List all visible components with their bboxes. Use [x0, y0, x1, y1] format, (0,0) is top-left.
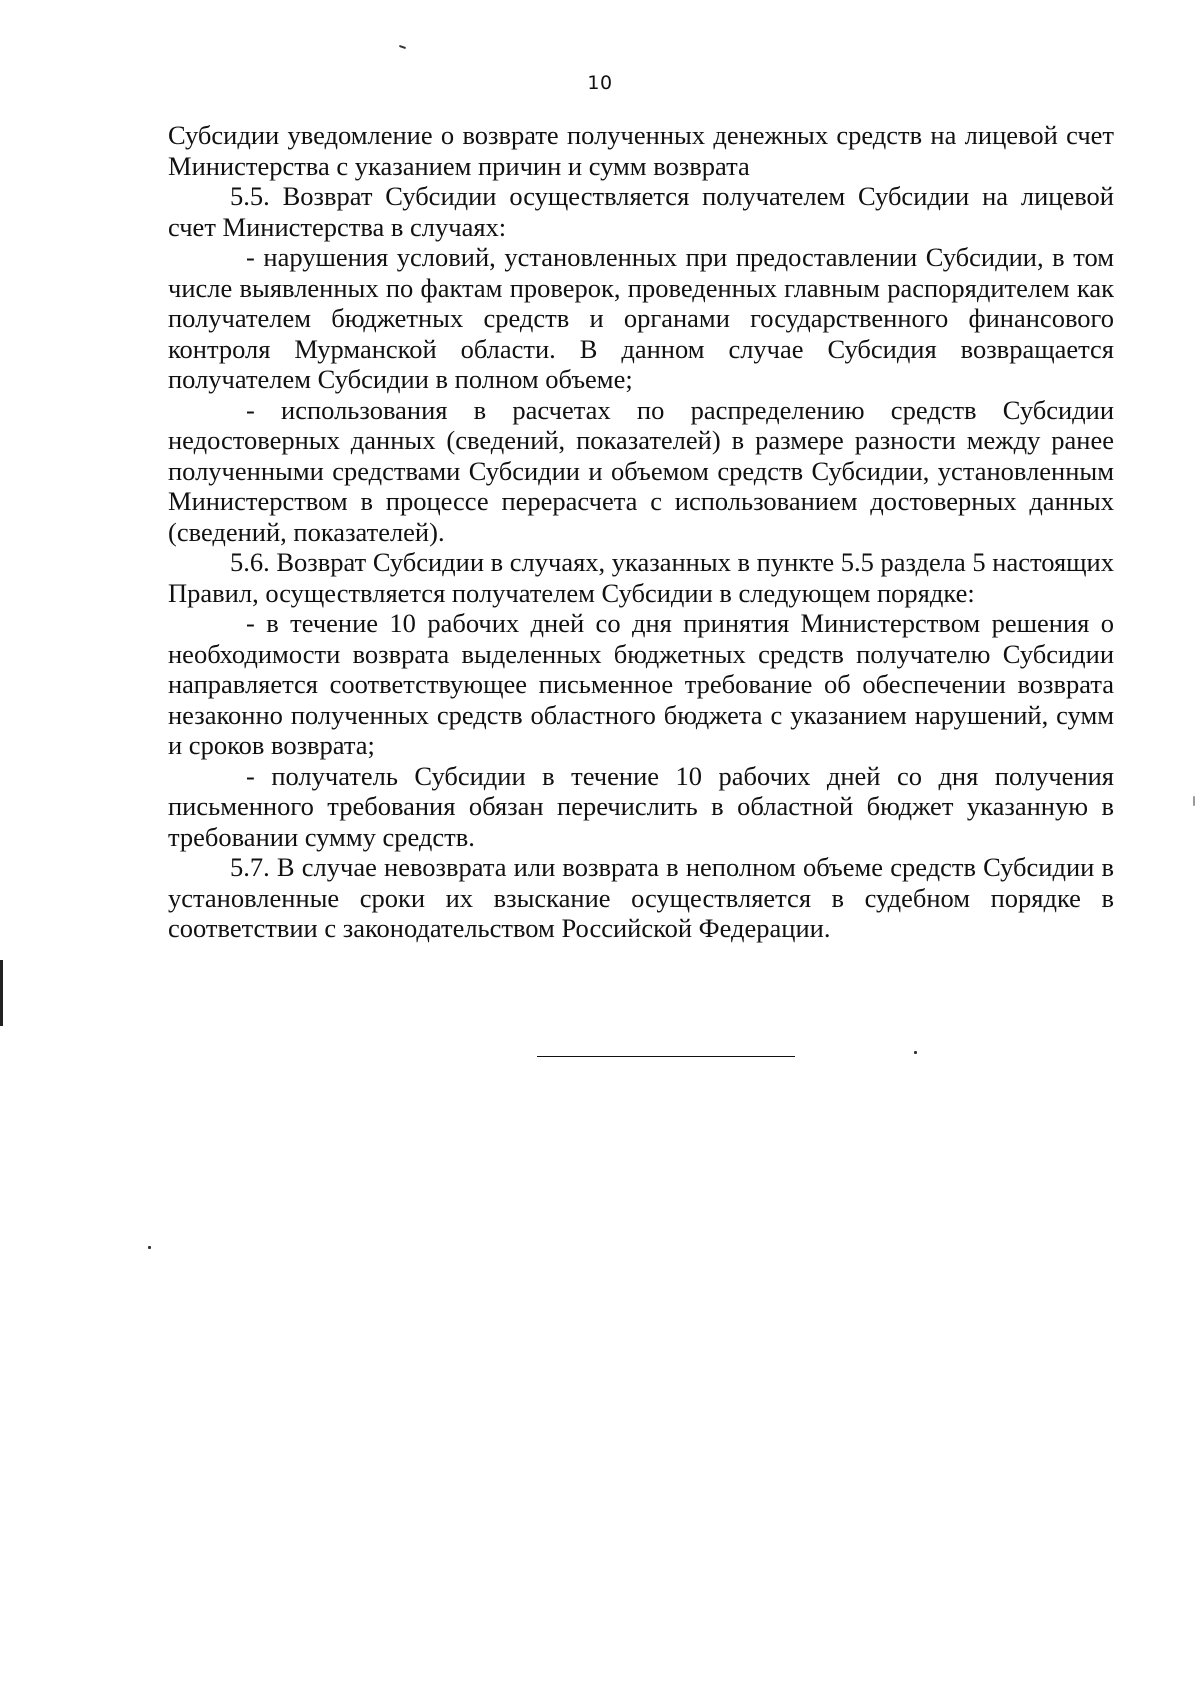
scan-speck	[914, 1051, 917, 1054]
list-item-requirement-notice: - в течение 10 рабочих дней со дня принятия Министерством решения о необходимости возврата выделенных бюджетных средств получателю Субсидии направляется соответствующее письменное требование об обеспечении возврата незаконно полученных средств областного бюджета с указанием нарушений, сумм и сроков возврата;	[168, 608, 1114, 760]
scan-edge-mark	[0, 960, 3, 1026]
paragraph-item-5-5: 5.5. Возврат Субсидии осуществляется получателем Субсидии на лицевой счет Министерства в случаях:	[168, 181, 1114, 242]
scan-speck	[1193, 796, 1195, 806]
paragraph-item-5-7: 5.7. В случае невозврата или возврата в неполном объеме средств Субсидии в установленные сроки их взыскание осуществляется в судебном порядке в соответствии с законодательством Российской Федерации.	[168, 852, 1114, 943]
list-item-recipient-transfer: - получатель Субсидии в течение 10 рабочих дней со дня получения письменного требования обязан перечислить в областной бюджет указанную в требовании сумму средств.	[168, 760, 1114, 852]
scan-speck	[148, 1246, 151, 1249]
paragraph-item-5-6: 5.6. Возврат Субсидии в случаях, указанных в пункте 5.5 раздела 5 настоящих Правил, осуществляется получателем Субсидии в следующем порядке:	[168, 547, 1114, 608]
document-body	[168, 120, 1114, 944]
scan-speck	[399, 45, 406, 49]
list-item-unreliable-data: - использования в расчетах по распределению средств Субсидии недостоверных данных (сведений, показателей) в размере разности между ранее полученными средствами Субсидии и объемом средств Субсидии, установленным Министерством в процессе перерасчета с использованием достоверных данных (сведений, показателей).	[168, 394, 1114, 547]
page-number: 10	[587, 72, 613, 94]
end-of-text-rule	[537, 1056, 795, 1057]
paragraph-continuation: Субсидии уведомление о возврате полученных денежных средств на лицевой счет Министерства с указанием причин и сумм возврата	[168, 120, 1114, 181]
list-item-violation: - нарушения условий, установленных при предоставлении Субсидии, в том числе выявленных по фактам проверок, проведенных главным распорядителем как получателем бюджетных средств и органами государственного финансового контроля Мурманской области. В данном случае Субсидия возвращается получателем Субсидии в полном объеме;	[168, 242, 1114, 394]
